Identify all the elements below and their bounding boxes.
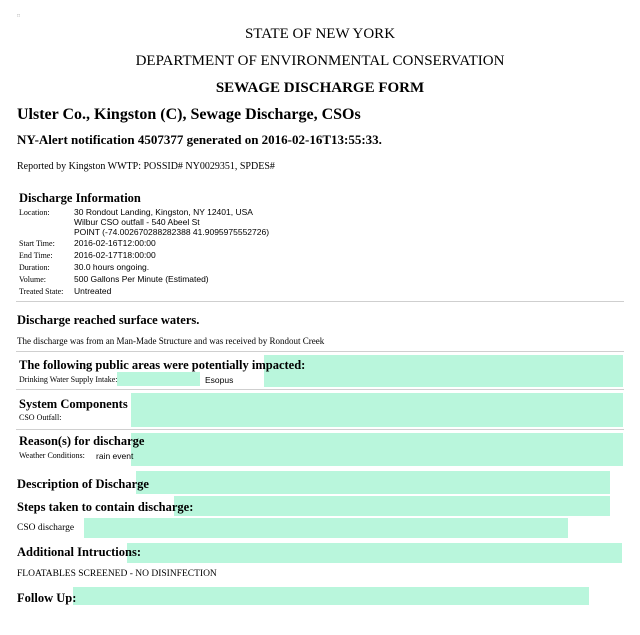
follow-up-title: Follow Up:	[17, 591, 77, 605]
redacted-block	[131, 393, 623, 427]
reasons-title: Reason(s) for discharge	[19, 434, 145, 448]
duration-value: 30.0 hours ongoing.	[74, 262, 150, 272]
end-time-value: 2016-02-17T18:00:00	[74, 250, 156, 260]
location-line-2: Wilbur CSO outfall - 540 Abeel St	[74, 217, 200, 227]
divider	[16, 389, 624, 390]
alert-line: NY-Alert notification 4507377 generated on 2016-02-16T13:55:33.	[17, 132, 382, 147]
intake-label: Drinking Water Supply Intake:	[19, 375, 118, 384]
additional-title: Additional Intructions:	[17, 545, 141, 559]
description-title: Description of Discharge	[17, 477, 149, 491]
steps-title: Steps taken to contain discharge:	[17, 500, 194, 514]
end-time-label: End Time:	[19, 251, 53, 260]
treated-state-value: Untreated	[74, 286, 112, 296]
redacted-block	[127, 543, 622, 563]
volume-value: 500 Gallons Per Minute (Estimated)	[74, 274, 209, 284]
duration-label: Duration:	[19, 263, 50, 272]
start-time-value: 2016-02-16T12:00:00	[74, 238, 156, 248]
intake-value: Esopus	[205, 375, 234, 385]
divider	[16, 351, 624, 352]
redacted-block	[117, 372, 200, 386]
state-heading: STATE OF NEW YORK	[244, 26, 396, 42]
redacted-block	[84, 518, 568, 538]
redacted-block	[174, 496, 610, 516]
surface-waters-title: Discharge reached surface waters.	[17, 313, 200, 327]
divider	[16, 301, 624, 302]
redacted-block	[136, 471, 610, 494]
volume-label: Volume:	[19, 275, 46, 284]
event-title: Ulster Co., Kingston (C), Sewage Discharge, CSOs	[17, 106, 361, 123]
location-line-1: 30 Rondout Landing, Kingston, NY 12401, USA	[74, 207, 253, 217]
start-time-label: Start Time:	[19, 239, 55, 248]
location-line-3: POINT (-74.002670288282388 41.9095975552726)	[74, 227, 270, 237]
steps-text: CSO discharge	[17, 523, 75, 533]
location-label: Location:	[19, 208, 50, 217]
treated-state-label: Treated State:	[19, 287, 64, 296]
system-components-title: System Components	[19, 397, 128, 411]
discharge-info-title: Discharge Information	[19, 191, 141, 205]
redacted-block	[264, 355, 623, 387]
redacted-block	[73, 587, 589, 605]
public-areas-title: The following public areas were potentially impacted:	[19, 358, 306, 372]
weather-label: Weather Conditions:	[19, 451, 85, 460]
surface-waters-text: The discharge was from an Man-Made Structure and was received by Rondout Creek	[17, 336, 325, 346]
form-title: SEWAGE DISCHARGE FORM	[215, 80, 425, 96]
reported-by: Reported by Kingston WWTP: POSSID# NY0029351, SPDES#	[17, 161, 275, 172]
divider	[16, 429, 624, 430]
additional-text: FLOATABLES SCREENED - NO DISINFECTION	[17, 569, 217, 579]
redacted-block	[131, 433, 623, 466]
weather-value: rain event	[96, 451, 134, 461]
department-heading: DEPARTMENT OF ENVIRONMENTAL CONSERVATION	[135, 53, 505, 69]
cso-outfall-label: CSO Outfall:	[19, 413, 62, 422]
corner-mark: □	[17, 14, 21, 19]
